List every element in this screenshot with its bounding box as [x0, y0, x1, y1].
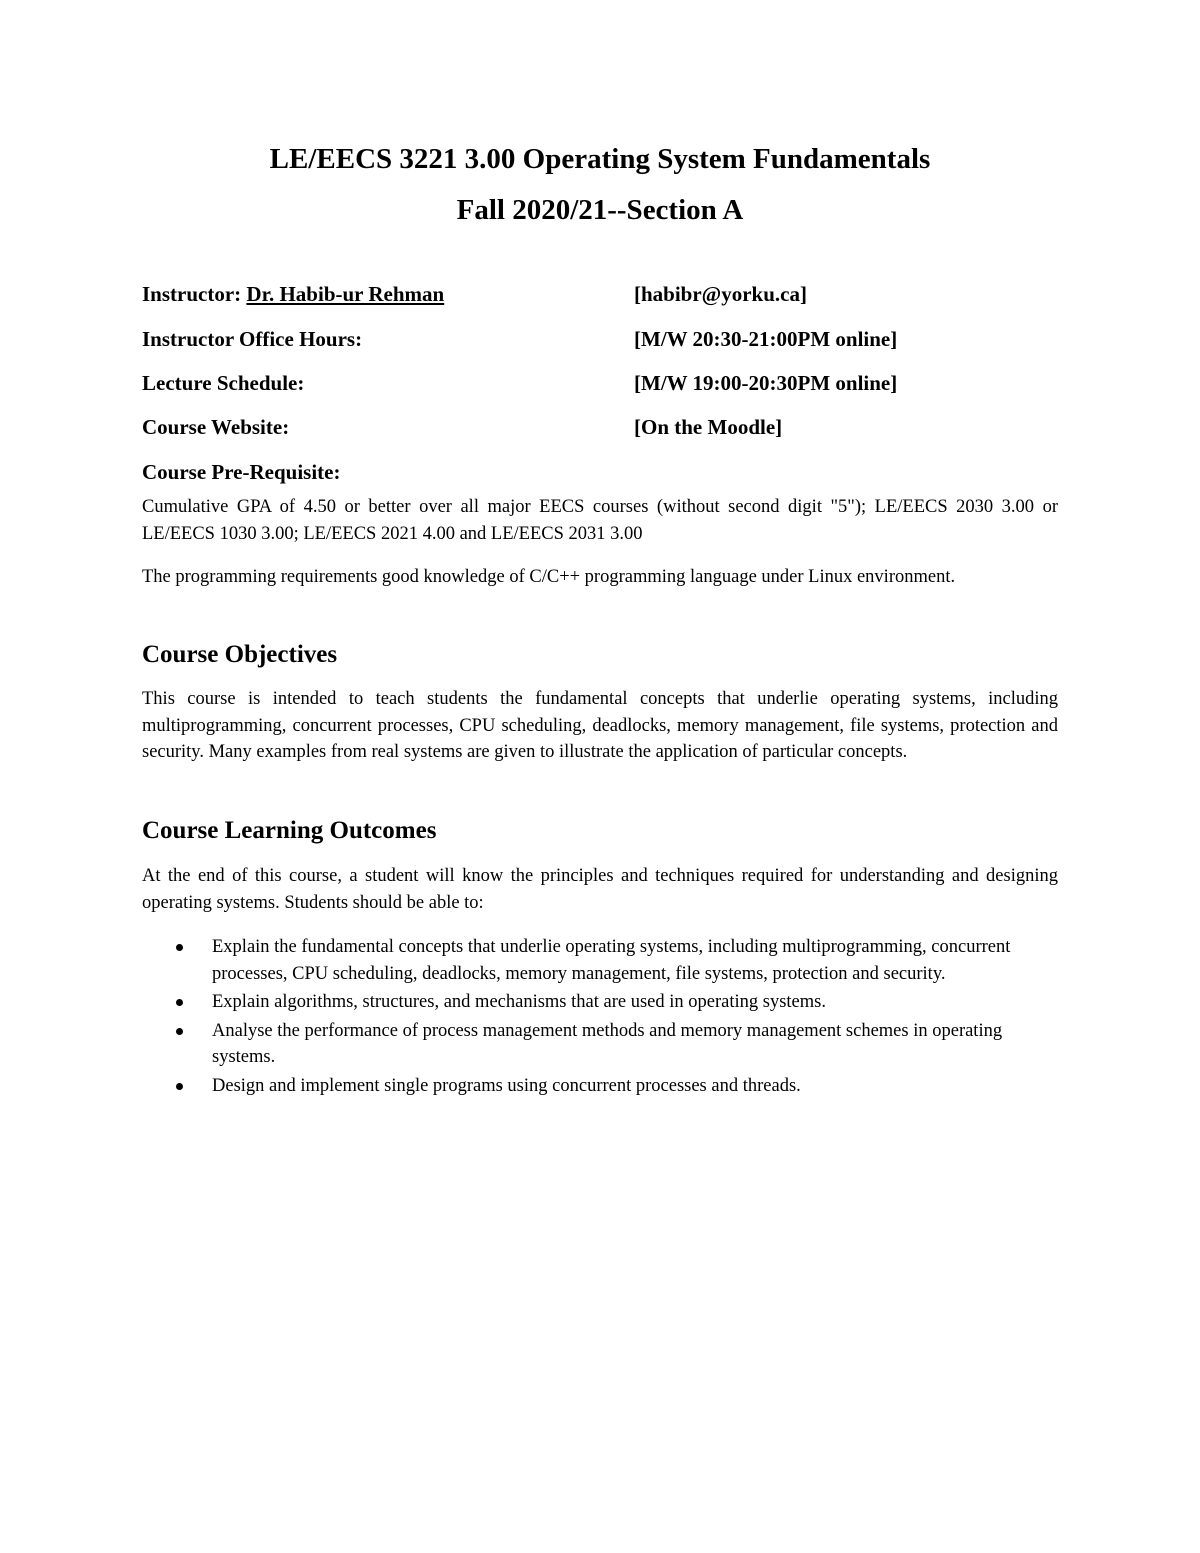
bullet-icon — [176, 1028, 183, 1035]
programming-requirements-text: The programming requirements good knowledge of C/C++ programming language under Linux environment. — [142, 567, 956, 587]
instructor-email: [habibr@yorku.ca] — [634, 282, 807, 306]
course-title: LE/EECS 3221 3.00 Operating System Fundamentals — [269, 143, 931, 175]
outcomes-intro: At the end of this course, a student will know the principles and techniques required for understanding and designing operating systems. Students should be able to: — [142, 866, 1058, 913]
office-hours-value: [M/W 20:30-21:00PM online] — [634, 327, 898, 351]
office-hours-label: Instructor Office Hours: — [142, 327, 363, 351]
course-website-row — [142, 415, 1062, 443]
outcome-text: Analyse the performance of process management methods and memory management schemes in operating systems. — [212, 1020, 1003, 1067]
instructor-name: Dr. Habib-ur Rehman — [246, 282, 445, 306]
course-website-label: Course Website: — [142, 415, 290, 439]
lecture-schedule-row — [142, 371, 1062, 399]
outcome-text: Explain the fundamental concepts that underlie operating systems, including multiprogramming, concurrent processes, CPU scheduling, deadlocks, memory management, file systems, protection and security. — [212, 937, 1011, 984]
list-item — [142, 1073, 1058, 1100]
prerequisite-text: Cumulative GPA of 4.50 or better over all major EECS courses (without second digit "5"); LE/EECS 2030 3.00 or LE/EECS 1030 3.00; LE/EECS 2021 4.00 and LE/EECS 2031 3.00 — [142, 497, 1058, 544]
bullet-icon — [176, 999, 183, 1006]
course-section-subtitle: Fall 2020/21--Section A — [456, 194, 744, 226]
prerequisite-heading: Course Pre-Requisite: — [142, 460, 341, 484]
list-item — [142, 934, 1058, 987]
course-website-value: [On the Moodle] — [634, 415, 783, 439]
lecture-schedule-value: [M/W 19:00-20:30PM online] — [634, 371, 898, 395]
outcome-text: Explain algorithms, structures, and mechanisms that are used in operating systems. — [212, 992, 826, 1012]
lecture-schedule-label: Lecture Schedule: — [142, 371, 305, 395]
list-item — [142, 1018, 1058, 1071]
outcomes-list — [142, 934, 1058, 1101]
instructor-field — [142, 282, 444, 307]
outcomes-heading: Course Learning Outcomes — [142, 817, 437, 844]
instructor-label: Instructor: — [142, 282, 242, 306]
bullet-icon — [176, 1083, 183, 1090]
bullet-icon — [176, 944, 183, 951]
instructor-row — [142, 282, 1062, 310]
objectives-text: This course is intended to teach students the fundamental concepts that underlie operating systems, including multiprogramming, concurrent processes, CPU scheduling, deadlocks, memory management, file systems, protection and security. Many examples from real systems are given to illustrate the application of particular concepts. — [142, 689, 1058, 762]
outcome-text: Design and implement single programs using concurrent processes and threads. — [212, 1075, 801, 1096]
list-item — [142, 989, 1058, 1016]
objectives-heading: Course Objectives — [142, 641, 338, 668]
office-hours-row — [142, 327, 1062, 355]
